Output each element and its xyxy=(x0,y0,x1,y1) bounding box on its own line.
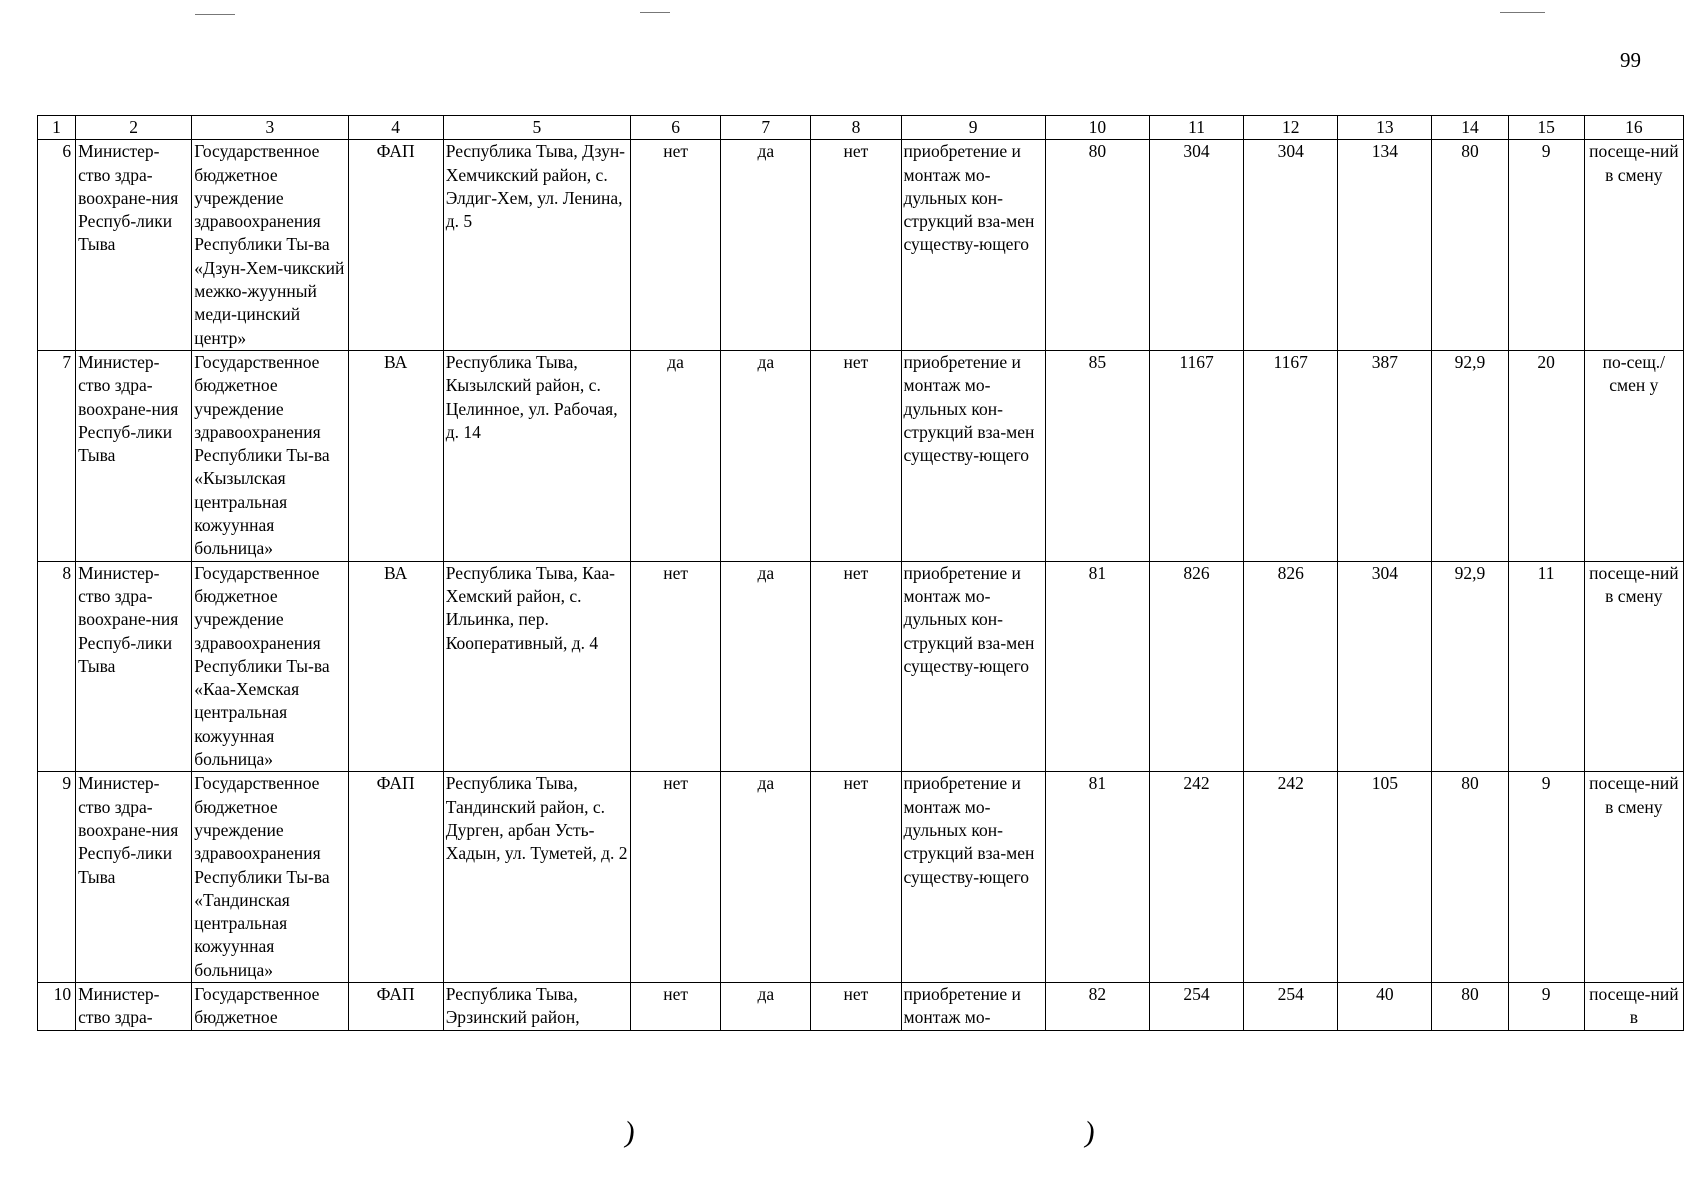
table-row xyxy=(38,350,1684,561)
page-number: 99 xyxy=(1620,48,1641,72)
action-cell: приобретение и монтаж мо-дульных кон-струкций вза-мен существу-ющего xyxy=(901,140,1045,351)
col6-cell: нет xyxy=(631,140,721,351)
col8-cell: нет xyxy=(811,982,901,1030)
scan-mark: ) xyxy=(1082,1115,1098,1150)
col10-cell: 81 xyxy=(1045,772,1149,983)
col8-cell: нет xyxy=(811,772,901,983)
facility-type-cell: ФАП xyxy=(348,772,443,983)
facility-type-cell: ФАП xyxy=(348,982,443,1030)
facility-type-cell: ВА xyxy=(348,561,443,772)
column-number-cell: 10 xyxy=(1045,116,1149,140)
ministry-cell: Министер-ство здра-воохране-ния Респуб-лики Тыва xyxy=(76,140,192,351)
col10-cell: 80 xyxy=(1045,140,1149,351)
facility-type-cell: ВА xyxy=(348,350,443,561)
column-number-cell: 2 xyxy=(76,116,192,140)
ministry-cell: Министер-ство здра- xyxy=(76,982,192,1030)
institution-cell: Государственное бюджетное учреждение здравоохранения Республики Ты-ва «Кызылская центральная кожуунная больница» xyxy=(192,350,348,561)
column-number-row xyxy=(38,116,1684,140)
row-number-cell: 9 xyxy=(38,772,76,983)
col11-cell: 254 xyxy=(1149,982,1243,1030)
row-number-cell: 10 xyxy=(38,982,76,1030)
col15-cell: 20 xyxy=(1508,350,1584,561)
column-number-cell: 12 xyxy=(1244,116,1338,140)
facility-type-cell: ФАП xyxy=(348,140,443,351)
address-cell: Республика Тыва, Тандинский район, с. Дурген, арбан Усть-Хадын, ул. Туметей, д. 2 xyxy=(443,772,630,983)
column-number-cell: 8 xyxy=(811,116,901,140)
col14-cell: 80 xyxy=(1432,982,1508,1030)
col10-cell: 82 xyxy=(1045,982,1149,1030)
capacity-unit-cell: посеще-ний в смену xyxy=(1584,140,1683,351)
column-number-cell: 4 xyxy=(348,116,443,140)
col12-cell: 826 xyxy=(1244,561,1338,772)
col7-cell: да xyxy=(721,982,811,1030)
column-number-cell: 16 xyxy=(1584,116,1683,140)
col7-cell: да xyxy=(721,561,811,772)
scan-mark: ) xyxy=(622,1115,638,1150)
infrastructure-table xyxy=(37,115,1684,1031)
col13-cell: 134 xyxy=(1338,140,1432,351)
col6-cell: да xyxy=(631,350,721,561)
col7-cell: да xyxy=(721,772,811,983)
capacity-unit-cell: посеще-ний в смену xyxy=(1584,772,1683,983)
column-number-cell: 3 xyxy=(192,116,348,140)
col14-cell: 80 xyxy=(1432,772,1508,983)
institution-cell: Государственное бюджетное xyxy=(192,982,348,1030)
address-cell: Республика Тыва, Дзун-Хемчикский район, с. Элдиг-Хем, ул. Ленина, д. 5 xyxy=(443,140,630,351)
col6-cell: нет xyxy=(631,982,721,1030)
col11-cell: 1167 xyxy=(1149,350,1243,561)
institution-cell: Государственное бюджетное учреждение здравоохранения Республики Ты-ва «Каа-Хемская центральная кожуунная больница» xyxy=(192,561,348,772)
institution-cell: Государственное бюджетное учреждение здравоохранения Республики Ты-ва «Тандинская центральная кожуунная больница» xyxy=(192,772,348,983)
column-number-cell: 14 xyxy=(1432,116,1508,140)
table-row xyxy=(38,140,1684,351)
ministry-cell: Министер-ство здра-воохране-ния Респуб-лики Тыва xyxy=(76,772,192,983)
col14-cell: 80 xyxy=(1432,140,1508,351)
action-cell: приобретение и монтаж мо- xyxy=(901,982,1045,1030)
ministry-cell: Министер-ство здра-воохране-ния Респуб-лики Тыва xyxy=(76,350,192,561)
row-number-cell: 7 xyxy=(38,350,76,561)
col13-cell: 304 xyxy=(1338,561,1432,772)
scan-speck xyxy=(195,14,235,15)
col12-cell: 1167 xyxy=(1244,350,1338,561)
col7-cell: да xyxy=(721,350,811,561)
col13-cell: 387 xyxy=(1338,350,1432,561)
table-row xyxy=(38,561,1684,772)
col15-cell: 11 xyxy=(1508,561,1584,772)
col15-cell: 9 xyxy=(1508,982,1584,1030)
col12-cell: 304 xyxy=(1244,140,1338,351)
col10-cell: 85 xyxy=(1045,350,1149,561)
col11-cell: 304 xyxy=(1149,140,1243,351)
capacity-unit-cell: посеще-ний в xyxy=(1584,982,1683,1030)
row-number-cell: 8 xyxy=(38,561,76,772)
col14-cell: 92,9 xyxy=(1432,561,1508,772)
address-cell: Республика Тыва, Каа-Хемский район, с. Ильинка, пер. Кооперативный, д. 4 xyxy=(443,561,630,772)
column-number-cell: 7 xyxy=(721,116,811,140)
table-row xyxy=(38,772,1684,983)
col8-cell: нет xyxy=(811,140,901,351)
col13-cell: 105 xyxy=(1338,772,1432,983)
column-number-cell: 1 xyxy=(38,116,76,140)
address-cell: Республика Тыва, Эрзинский район, xyxy=(443,982,630,1030)
ministry-cell: Министер-ство здра-воохране-ния Респуб-лики Тыва xyxy=(76,561,192,772)
capacity-unit-cell: посеще-ний в смену xyxy=(1584,561,1683,772)
institution-cell: Государственное бюджетное учреждение здравоохранения Республики Ты-ва «Дзун-Хем-чикский межко-жуунный меди-цинский центр» xyxy=(192,140,348,351)
action-cell: приобретение и монтаж мо-дульных кон-струкций вза-мен существу-ющего xyxy=(901,350,1045,561)
col15-cell: 9 xyxy=(1508,772,1584,983)
scan-speck xyxy=(640,12,670,13)
column-number-cell: 11 xyxy=(1149,116,1243,140)
table-row xyxy=(38,982,1684,1030)
col14-cell: 92,9 xyxy=(1432,350,1508,561)
column-number-cell: 9 xyxy=(901,116,1045,140)
column-number-cell: 15 xyxy=(1508,116,1584,140)
col15-cell: 9 xyxy=(1508,140,1584,351)
col12-cell: 242 xyxy=(1244,772,1338,983)
col6-cell: нет xyxy=(631,772,721,983)
action-cell: приобретение и монтаж мо-дульных кон-струкций вза-мен существу-ющего xyxy=(901,561,1045,772)
col8-cell: нет xyxy=(811,561,901,772)
column-number-cell: 6 xyxy=(631,116,721,140)
address-cell: Республика Тыва, Кызылский район, с. Целинное, ул. Рабочая, д. 14 xyxy=(443,350,630,561)
col13-cell: 40 xyxy=(1338,982,1432,1030)
col12-cell: 254 xyxy=(1244,982,1338,1030)
row-number-cell: 6 xyxy=(38,140,76,351)
col6-cell: нет xyxy=(631,561,721,772)
col8-cell: нет xyxy=(811,350,901,561)
capacity-unit-cell: по-сещ./смен у xyxy=(1584,350,1683,561)
col10-cell: 81 xyxy=(1045,561,1149,772)
col7-cell: да xyxy=(721,140,811,351)
col11-cell: 826 xyxy=(1149,561,1243,772)
column-number-cell: 5 xyxy=(443,116,630,140)
col11-cell: 242 xyxy=(1149,772,1243,983)
scan-speck xyxy=(1500,12,1545,13)
action-cell: приобретение и монтаж мо-дульных кон-струкций вза-мен существу-ющего xyxy=(901,772,1045,983)
column-number-cell: 13 xyxy=(1338,116,1432,140)
